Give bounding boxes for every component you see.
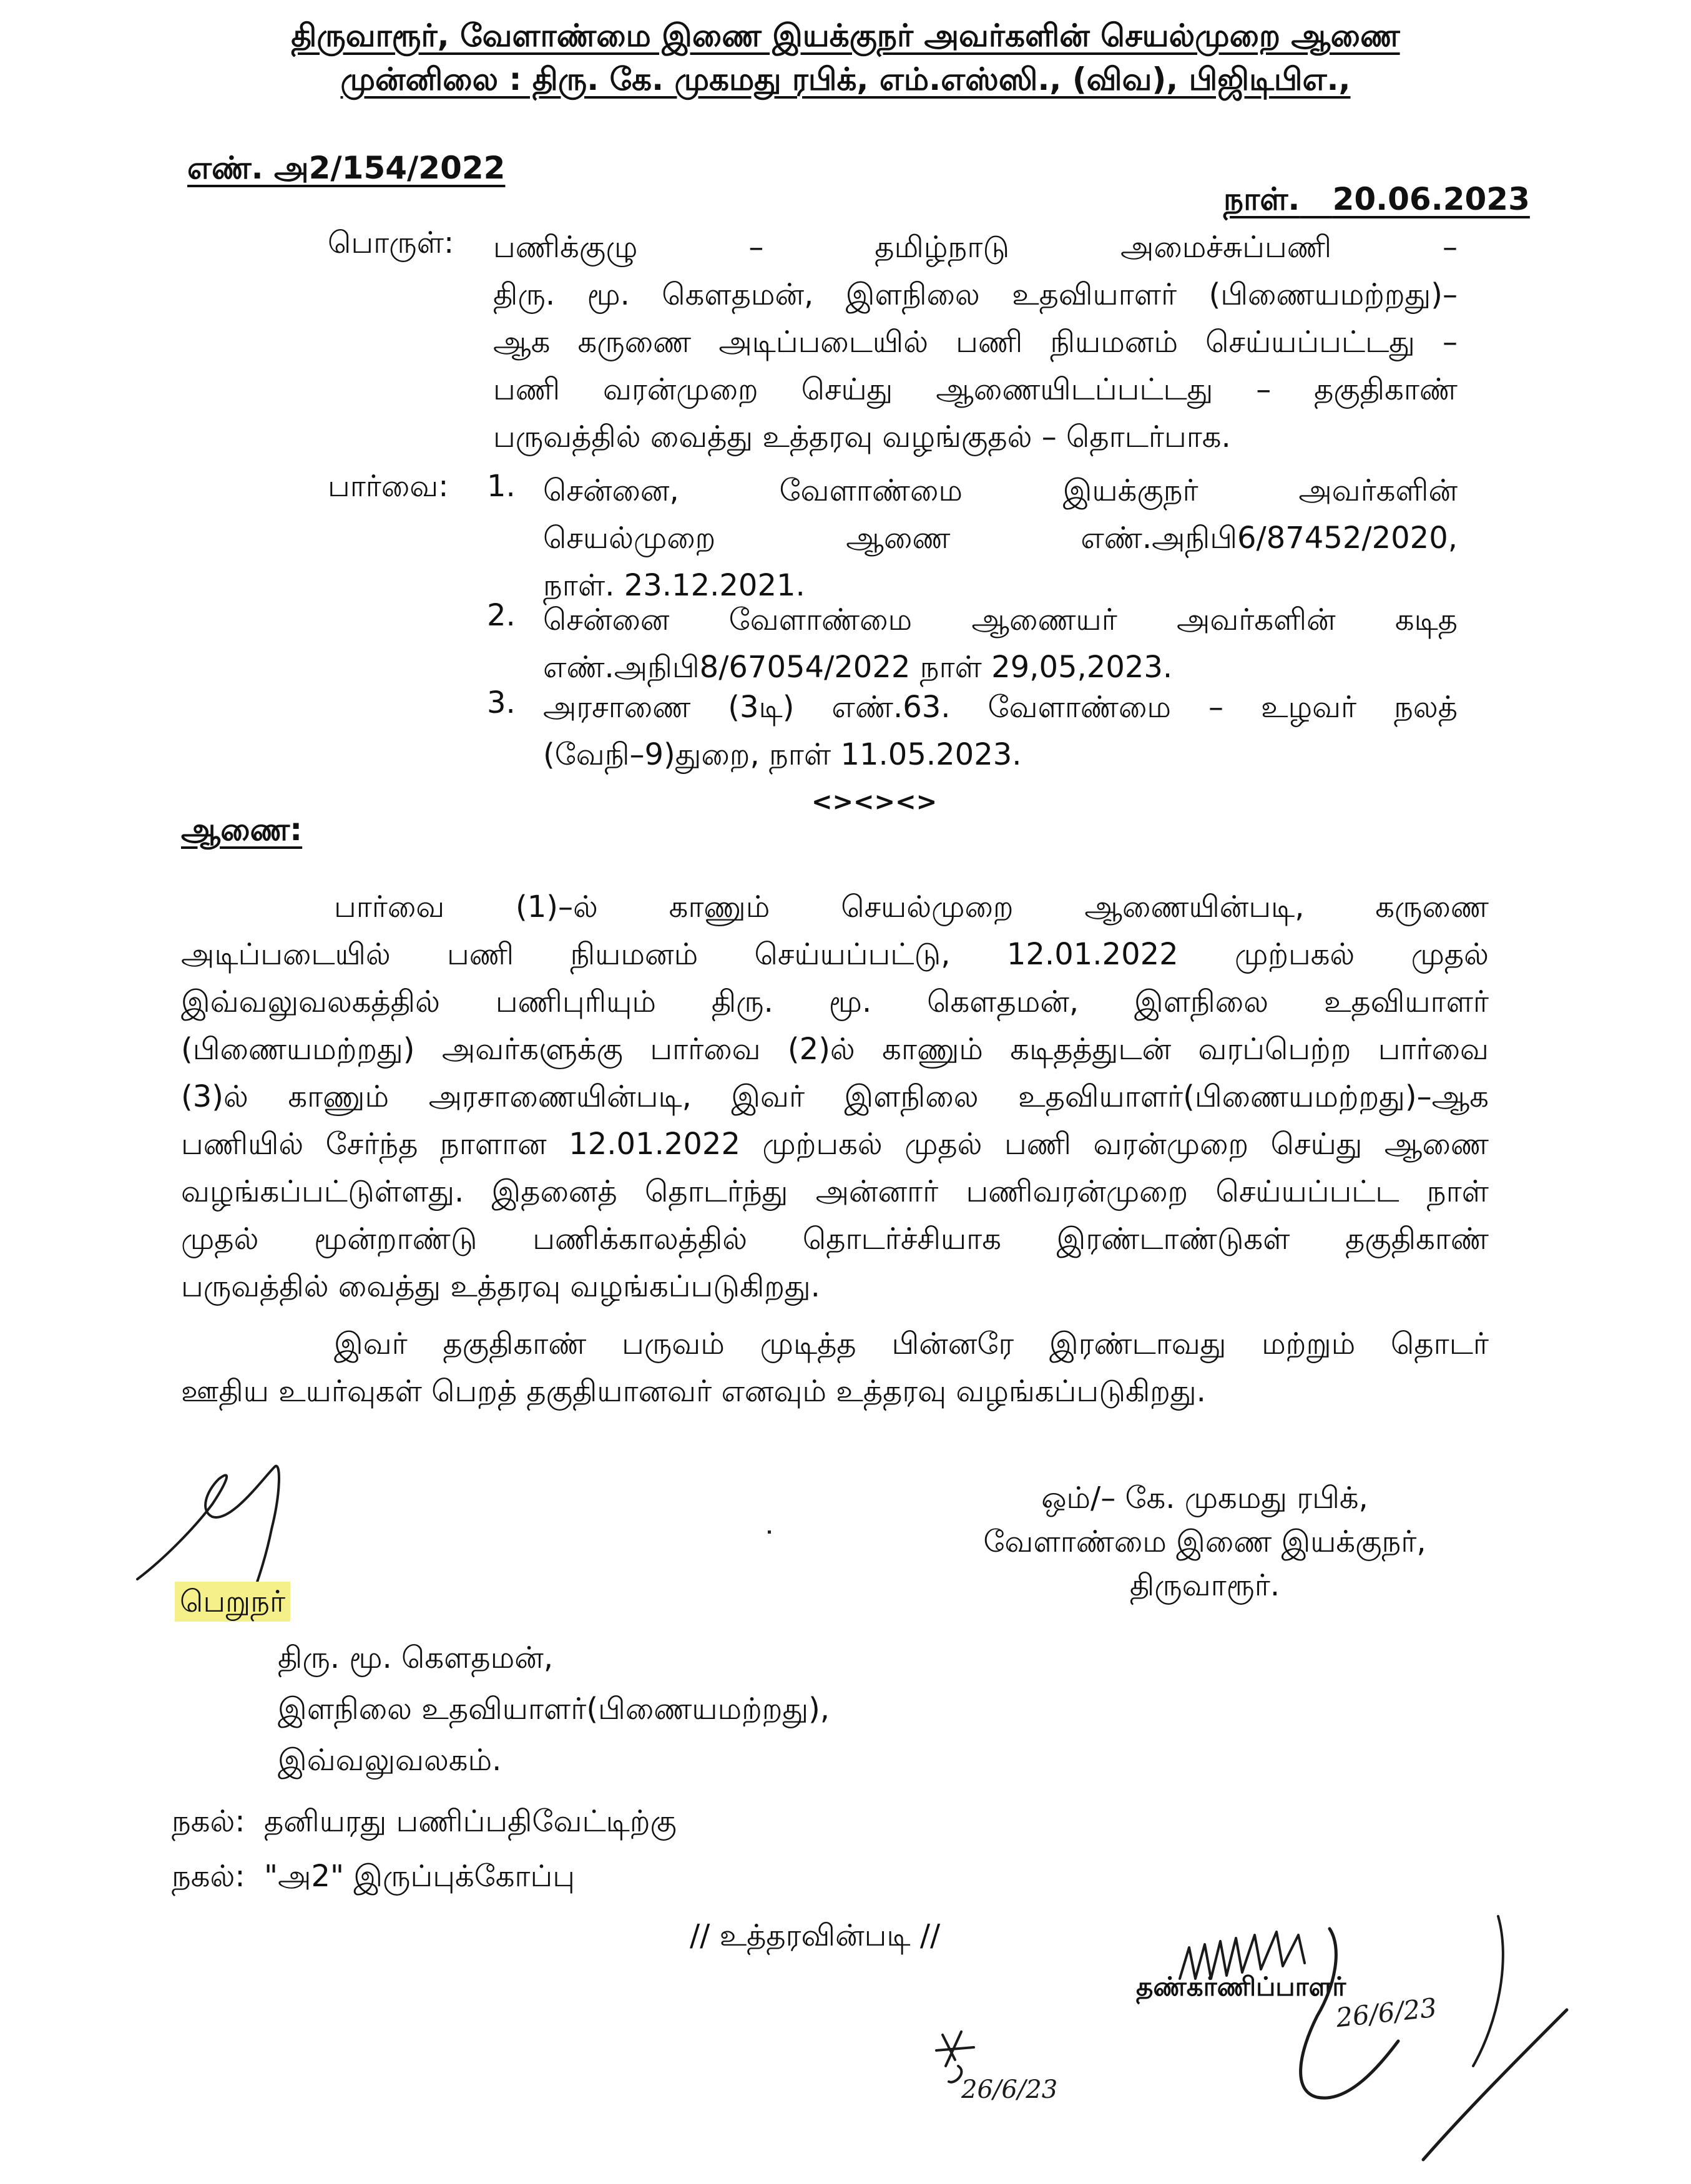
subject-line: பணிக்குழு – தமிழ்நாடு அமைச்சுப்பணி – [493, 230, 1458, 265]
date-value: 20.06.2023 [1332, 181, 1530, 217]
signatory-designation: வேளாண்மை இணை இயக்குநர், [983, 1524, 1426, 1559]
reference-item-2: சென்னை வேளாண்மை ஆணையர் அவர்களின் கடித எண்.அநிபி8/67054/2022 நாள் 29,05,2023. [543, 602, 1458, 685]
recipient-name: திரு. மூ. கௌதமன், [278, 1640, 554, 1675]
recipient-label: பெறுநர் [175, 1582, 290, 1621]
recipient-designation: இளநிலை உதவியாளர்(பிணையமற்றது), [278, 1692, 830, 1726]
separator: <><><> [811, 788, 938, 816]
by-order: // உத்தரவின்படி // [690, 1918, 941, 1953]
header-title: திருவாரூர், வேளாண்மை இணை இயக்குநர் அவர்களின் செயல்முறை ஆணை [291, 17, 1400, 54]
references-label: பார்வை: [328, 469, 449, 504]
signatory-place: திருவாரூர். [1129, 1568, 1280, 1603]
signatory-name: ஒம்/– கே. முகமது ரபிக், [1041, 1481, 1368, 1516]
reference-item-1: சென்னை, வேளாண்மை இயக்குநர் அவர்களின் செயல்முறை ஆணை எண்.அநிபி6/87452/2020, நாள். 23.12.2021. [543, 473, 1458, 603]
subject-line: ஆக கருணை அடிப்படையில் பணி நியமனம் செய்யப்பட்டது – [493, 325, 1458, 360]
initials-date: 26/6/23 [961, 2075, 1058, 2104]
copy-line-1: நகல்: தனியரது பணிப்பதிவேட்டிற்கு [172, 1804, 677, 1839]
copy-line-2: நகல்: "அ2" இருப்புக்கோப்பு [172, 1859, 575, 1894]
subject-label: பொருள்: [328, 225, 454, 260]
recipient-address [278, 1632, 830, 1786]
handwritten-date: 26/6/23 [1334, 1992, 1439, 2034]
subject-text [493, 223, 1458, 461]
signatory-block [955, 1476, 1454, 1607]
recipient-office: இவ்வலுவலகம். [278, 1743, 502, 1778]
reference-num: 2. [487, 598, 516, 633]
ink-dot [768, 1530, 771, 1534]
reference-item-3: அரசாணை (3டி) எண்.63. வேளாண்மை – உழவர் நலத் (வேநி–9)துறை, நாள் 11.05.2023. [543, 690, 1458, 772]
reference-number: எண். அ2/154/2022 [187, 150, 506, 186]
date-label: நாள். [1223, 181, 1300, 217]
order-date [1223, 181, 1530, 222]
order-heading: ஆணை: [181, 811, 303, 848]
superintendent-signature [1174, 1910, 1623, 2172]
subject-line: திரு. மூ. கௌதமன், இளநிலை உதவியாளர் (பிணையமற்றது)– [493, 277, 1458, 312]
reference-num: 1. [487, 469, 516, 504]
order-paragraph-1: பார்வை (1)–ல் காணும் செயல்முறை ஆணையின்படி, கருணை அடிப்படையில் பணி நியமனம் செய்யப்பட்டு, 12.01.2022 முற்பகல் முதல் இவ்வலுவலகத்தில் பணிபுரியும் திரு. மூ. கௌதமன், இளநிலை உதவியாளர் (பிணையமற்றது) அவர்களுக்கு பார்வை (2)ல் காணும் கடிதத்துடன் வரப்பெற்ற பார்வை (3)ல் காணும் அரசாணையின்படி, இவர் இளநிலை உதவியாளர்(பிணையமற்றது)–ஆக பணியில் சேர்ந்த நாளான 12.01.2022 முற்பகல் முதல் பணி வரன்முறை செய்து ஆணை வழங்கப்பட்டுள்ளது. இதனைத் தொடர்ந்து அன்னார் பணிவரன்முறை செய்யப்பட்ட நாள் முதல் மூன்றாண்டு பணிக்காலத்தில் தொடர்ச்சியாக இரண்டாண்டுகள் தகுதிகாண் பருவத்தில் வைத்து உத்தரவு வழங்கப்படுகிறது. [181, 889, 1489, 1304]
reference-num: 3. [487, 685, 516, 720]
subject-line: பணி வரன்முறை செய்து ஆணையிடப்பட்டது – தகுதிகாண் [493, 372, 1458, 407]
subject-line: பருவத்தில் வைத்து உத்தரவு வழங்குதல் – தொடர்பாக. [493, 419, 1231, 454]
order-paragraph-2: இவர் தகுதிகாண் பருவம் முடித்த பின்னரே இரண்டாவது மற்றும் தொடர் ஊதிய உயர்வுகள் பெறத் தகுதியானவர் எனவும் உத்தரவு வழங்கப்படுகிறது. [181, 1326, 1489, 1409]
header-presence: முன்னிலை : திரு. கே. முகமது ரபிக், எம்.எஸ்ஸி., (விவ), பிஜிடிபிஎ., [340, 61, 1351, 97]
superintendent-title: தண்கர்ணிப்பாளர் [1136, 1971, 1346, 2002]
